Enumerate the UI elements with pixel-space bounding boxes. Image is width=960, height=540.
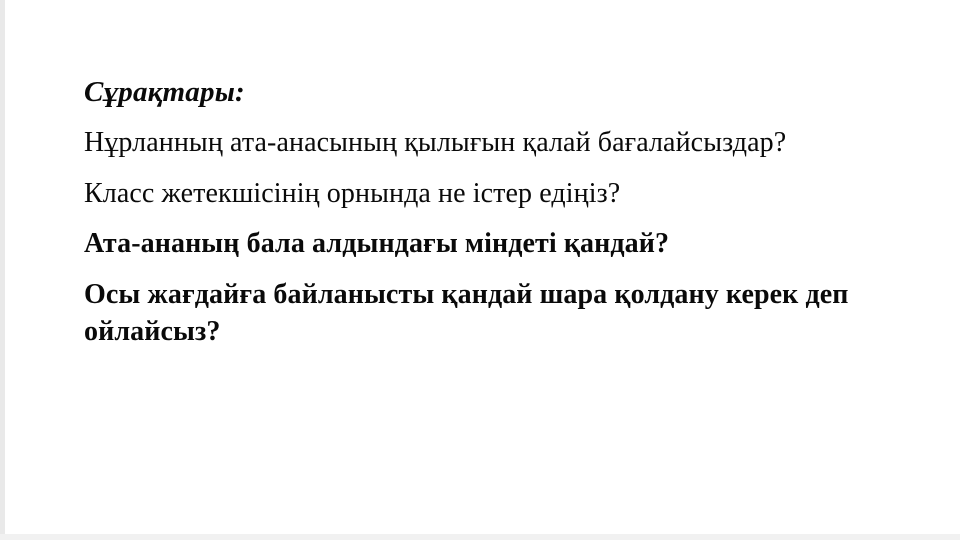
question-item-3: Ата-ананың бала алдындағы міндеті қандай? — [84, 228, 670, 260]
left-edge-strip — [0, 0, 5, 540]
question-item-2: Класс жетекшісінің орнында не істер едіңіз? — [84, 177, 621, 209]
question-item-1: Нұрланның ата-анасының қылығын қалай бағалайсыздар? — [84, 127, 787, 159]
bottom-edge-strip — [0, 534, 960, 540]
slide-content — [84, 74, 904, 364]
slide-heading: Сұрақтары: — [84, 76, 245, 108]
question-item-4: Осы жағдайға байланысты қандай шара қолдану керек деп ойлайсыз? — [84, 278, 849, 348]
